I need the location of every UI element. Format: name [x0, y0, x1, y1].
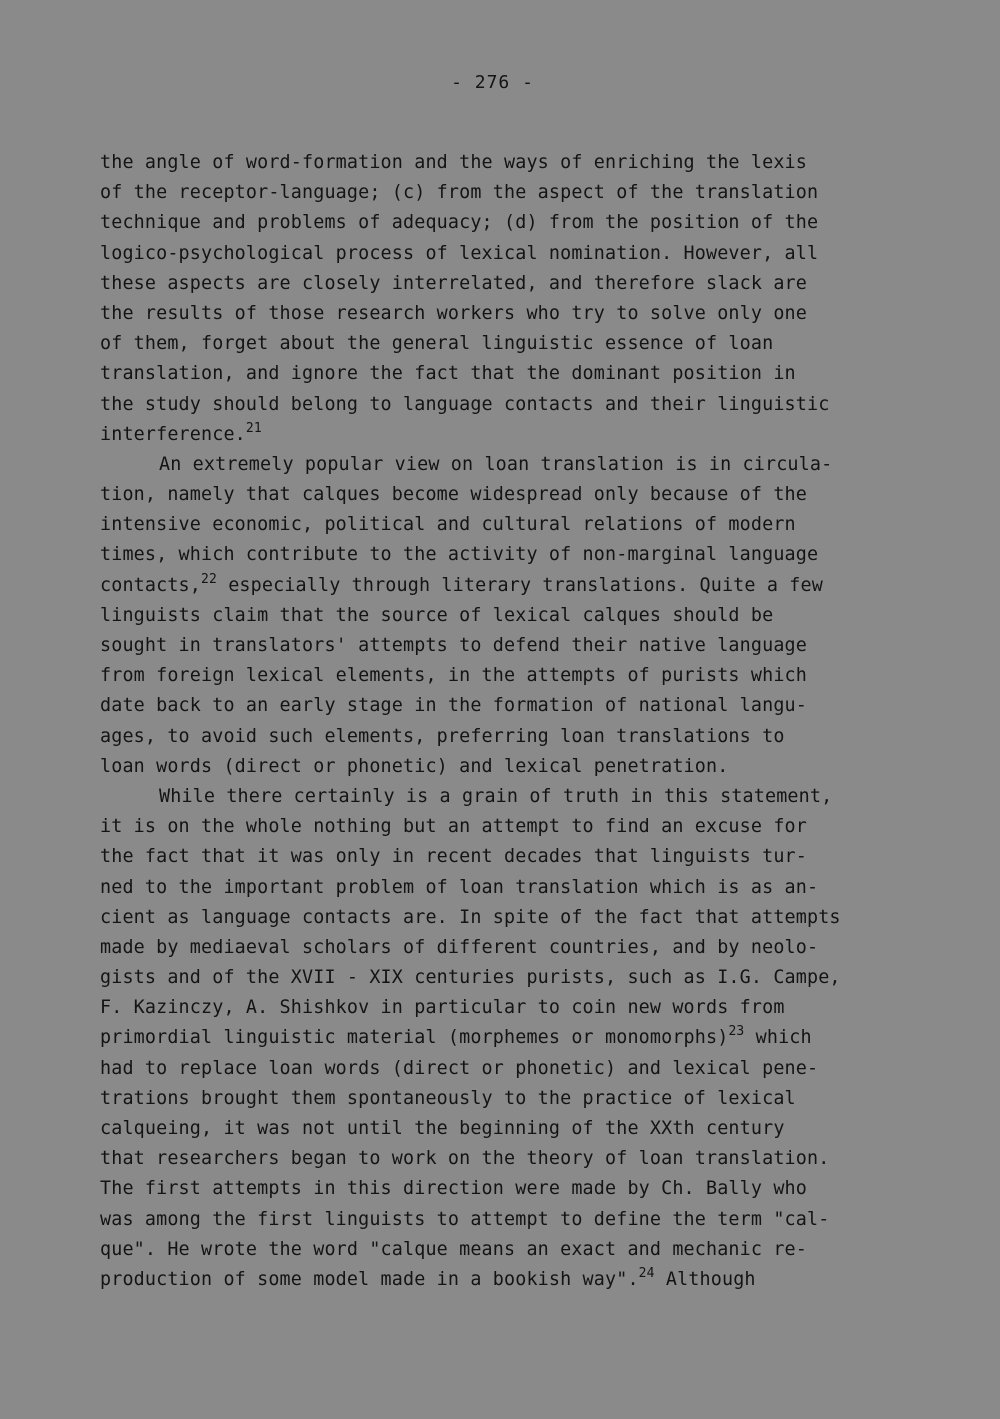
text-line — [100, 480, 900, 510]
line-text: contacts, — [100, 574, 201, 596]
line-text: date back to an early stage in the formation of national langu- — [100, 695, 807, 717]
text-line — [100, 1144, 900, 1174]
line-text: production of some model made in a bookish way". — [100, 1268, 639, 1290]
line-text: was among the first linguists to attempt to define the term "cal- — [100, 1208, 830, 1230]
body-text — [100, 148, 900, 1295]
line-text: sought in translators' attempts to defend their native language — [100, 635, 807, 656]
text-line — [100, 1205, 900, 1235]
text-line — [100, 510, 900, 540]
text-line — [100, 963, 900, 993]
text-line — [100, 873, 900, 903]
line-text: from foreign lexical elements, in the attempts of purists which — [100, 665, 807, 687]
text-line — [100, 722, 900, 752]
page-number: - 276 - — [451, 72, 534, 93]
text-line — [100, 1265, 900, 1295]
text-line — [100, 903, 900, 933]
text-line — [100, 178, 900, 208]
line-text: While there certainly is a grain of truth in this statement, — [159, 785, 833, 807]
text-line — [100, 1084, 900, 1114]
line-text-continued: Although — [654, 1268, 756, 1290]
text-line — [100, 540, 900, 570]
text-line — [100, 812, 900, 842]
line-text: linguists claim that the source of lexical calques should be — [100, 604, 774, 626]
text-line — [100, 571, 900, 601]
line-text: of them, forget about the general linguistic essence of loan — [100, 333, 774, 355]
text-line — [100, 148, 900, 178]
line-text: technique and problems of adequacy; (d) from the position of the — [100, 212, 819, 234]
text-line — [100, 1235, 900, 1265]
text-line — [100, 359, 900, 389]
text-line — [100, 993, 900, 1023]
line-text: ned to the important problem of loan translation which is as an- — [100, 876, 819, 898]
line-text: intensive economic, political and cultural relations of modern — [100, 514, 796, 536]
text-line — [100, 631, 900, 661]
text-line — [100, 1023, 900, 1053]
line-text: made by mediaeval scholars of different countries, and by neolo- — [100, 936, 819, 958]
text-line — [100, 420, 900, 450]
text-line — [100, 752, 900, 782]
line-text: que". He wrote the word "calque means an exact and mechanic re- — [100, 1238, 807, 1260]
line-text: tion, namely that calques become widespread only because of the — [100, 484, 807, 506]
line-text: had to replace loan words (direct or phonetic) and lexical pene- — [100, 1057, 819, 1079]
text-line — [100, 1054, 900, 1084]
footnote-reference: 24 — [638, 1265, 655, 1281]
text-line — [100, 1114, 900, 1144]
line-text: cient as language contacts are. In spite of the fact that attempts — [100, 906, 841, 928]
footnote-reference: 21 — [245, 420, 262, 436]
line-text-continued: which — [744, 1027, 812, 1049]
text-line — [100, 329, 900, 359]
text-line — [100, 269, 900, 299]
line-text: loan words (direct or phonetic) and lexical penetration. — [100, 755, 729, 777]
line-text: translation, and ignore the fact that the dominant position in — [100, 363, 796, 385]
line-text: logico-psychological process of lexical nomination. However, all — [100, 242, 819, 264]
line-text-continued: especially through literary translations. Quite a few — [216, 574, 823, 596]
line-text: interference. — [100, 423, 246, 445]
text-line — [100, 691, 900, 721]
line-text: An extremely popular view on loan translation is in circula- — [159, 453, 833, 475]
line-text: it is on the whole nothing but an attempt to find an excuse for — [100, 816, 807, 838]
text-line — [100, 782, 900, 812]
text-line — [100, 299, 900, 329]
text-line — [100, 601, 900, 631]
line-text: ages, to avoid such elements, preferring loan translations to — [100, 725, 785, 747]
text-line — [100, 842, 900, 872]
text-line — [100, 450, 900, 480]
footnote-reference: 23 — [728, 1024, 745, 1040]
line-text: of the receptor-language; (c) from the aspect of the translation — [100, 182, 819, 204]
text-line — [100, 1174, 900, 1204]
text-line — [100, 661, 900, 691]
footnote-reference: 22 — [201, 571, 217, 587]
line-text: the study should belong to language contacts and their linguistic — [100, 393, 830, 415]
line-text: these aspects are closely interrelated, and therefore slack are — [100, 272, 807, 294]
line-text: calqueing, it was not until the beginning of the XXth century — [100, 1118, 785, 1139]
line-text: that researchers began to work on the theory of loan translation. — [100, 1148, 830, 1170]
text-line — [100, 933, 900, 963]
text-line — [100, 239, 900, 269]
line-text: primordial linguistic material (morphemes or monomorphs) — [100, 1027, 729, 1049]
line-text: The first attempts in this direction were made by Ch. Bally who — [100, 1178, 807, 1200]
line-text: F. Kazinczy, A. Shishkov in particular to coin new words from — [100, 997, 785, 1019]
text-line — [100, 390, 900, 420]
line-text: the angle of word-formation and the ways of enriching the lexis — [100, 152, 807, 173]
text-line — [100, 208, 900, 238]
line-text: gists and of the XVII - XIX centuries purists, such as I.G. Campe, — [100, 967, 841, 989]
line-text: the fact that it was only in recent decades that linguists tur- — [100, 846, 807, 868]
line-text: the results of those research workers who try to solve only one — [100, 302, 807, 324]
line-text: times, which contribute to the activity of non-marginal language — [100, 544, 819, 566]
line-text: trations brought them spontaneously to the practice of lexical — [100, 1087, 796, 1109]
